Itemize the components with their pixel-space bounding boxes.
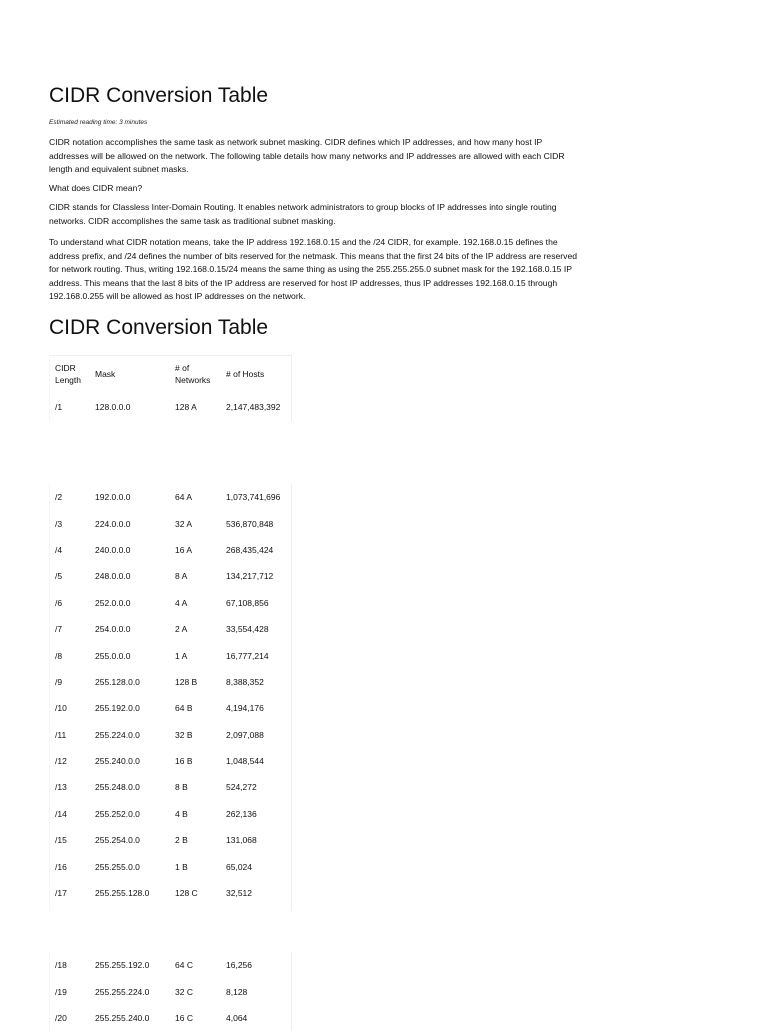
table-row [50,748,291,774]
table-gap [50,906,291,911]
cell-networks: 16 C [175,1012,193,1023]
cell-mask: 255.255.192.0 [95,960,150,971]
cell-hosts: 8,388,352 [226,676,264,687]
cell-hosts: 4,064 [226,1012,248,1023]
page-title: CIDR Conversion Table [49,84,269,107]
cell-mask: 255.255.240.0 [95,1012,150,1023]
cell-networks: 8 B [175,782,188,793]
cell-mask: 255.192.0.0 [95,703,140,714]
cell-cidr: /17 [55,888,67,899]
table-row [50,827,291,853]
cell-networks: 16 B [175,756,193,767]
cell-hosts: 2,097,088 [226,729,264,740]
cell-networks: 16 A [175,544,193,555]
cell-hosts: 131,068 [226,835,257,846]
cell-mask: 255.240.0.0 [95,756,140,767]
cell-cidr: /8 [55,650,63,661]
cell-cidr: /14 [55,808,67,819]
cell-mask: 254.0.0.0 [95,624,131,635]
cell-networks: 128 A [175,402,197,412]
table-row [50,853,291,879]
cell-hosts: 16,777,214 [226,650,269,661]
cidr-table-part-1 [49,355,292,422]
header-mask: Mask [95,369,116,379]
cell-mask: 255.0.0.0 [95,650,131,661]
cell-cidr: /10 [55,703,67,714]
cell-mask: 255.128.0.0 [95,676,140,687]
cell-hosts: 16,256 [226,960,252,971]
cell-cidr: /5 [55,571,63,582]
cell-hosts: 524,272 [226,782,257,793]
cell-networks: 1 B [175,861,188,872]
cell-networks: 1 A [175,650,188,661]
cidr-table-part-3 [49,952,292,1031]
header-hosts: # of Hosts [226,369,265,379]
cell-cidr: /15 [55,835,67,846]
cell-cidr: /4 [55,544,63,555]
cell-mask: 255.255.224.0 [95,986,150,997]
table-row [50,510,291,536]
table-row [50,952,291,978]
cell-mask: 192.0.0.0 [95,492,131,503]
cell-networks: 8 A [175,571,188,582]
cell-mask: 255.252.0.0 [95,808,140,819]
cell-hosts: 67,108,856 [226,597,269,608]
cell-cidr: /11 [55,729,67,740]
cell-cidr: /6 [55,597,63,608]
cell-networks: 32 B [175,729,193,740]
table-row [50,563,291,589]
cell-hosts: 32,512 [226,888,252,899]
cell-cidr: /18 [55,960,67,971]
cell-networks: 64 C [175,960,193,971]
table-row [50,978,291,1004]
table-row [50,880,291,906]
cell-networks: 32 C [175,986,193,997]
table-row [50,695,291,721]
cell-hosts: 262,136 [226,808,257,819]
table-row [50,669,291,695]
cell-mask: 255.255.128.0 [95,888,150,899]
cell-hosts: 536,870,848 [226,518,274,529]
header-cidr-length: CIDR Length [55,363,81,385]
cell-cidr: /20 [55,1012,67,1023]
cell-networks: 64 B [175,703,193,714]
cell-mask: 255.255.0.0 [95,861,140,872]
cell-networks: 2 B [175,835,188,846]
table-row [50,774,291,800]
reading-time: Estimated reading time: 3 minutes [49,119,148,126]
cell-mask: 255.224.0.0 [95,729,140,740]
cell-networks: 128 B [175,676,198,687]
question-paragraph: What does CIDR mean? [49,183,143,193]
table-row [50,801,291,827]
cell-cidr: /12 [55,756,67,767]
cell-networks: 32 A [175,518,193,529]
cell-networks: 4 A [175,597,188,608]
cell-cidr: /19 [55,986,67,997]
cell-mask: 248.0.0.0 [95,571,131,582]
table-row [50,392,291,422]
cell-hosts: 4,194,176 [226,703,264,714]
cell-mask: 252.0.0.0 [95,597,131,608]
cell-networks: 4 B [175,808,188,819]
cell-hosts: 65,024 [226,861,252,872]
table-row [50,616,291,642]
cell-cidr: /2 [55,492,63,503]
cell-cidr: /13 [55,782,67,793]
table-row [50,722,291,748]
table-header-row [50,355,291,392]
cell-cidr: /7 [55,624,63,635]
cell-hosts: 2,147,483,392 [226,402,281,412]
header-networks: # of Networks [175,363,211,385]
cell-mask: 224.0.0.0 [95,518,131,529]
cell-hosts: 134,217,712 [226,571,274,582]
definition-paragraph: CIDR stands for Classless Inter-Domain Routing. It enables network administrators to group blocks of IP addresses into single routing networks. CIDR accomplishes the same task as traditional subnet masking. [49,202,557,226]
table-row [50,537,291,563]
cell-cidr: /3 [55,518,63,529]
cell-hosts: 8,128 [226,986,248,997]
table-row [50,590,291,616]
cell-networks: 2 A [175,624,188,635]
cell-hosts: 268,435,424 [226,544,274,555]
table-row [50,1005,291,1031]
cell-hosts: 1,048,544 [226,756,264,767]
cell-mask: 255.248.0.0 [95,782,140,793]
cell-networks: 64 A [175,492,193,503]
cidr-table-part-2 [49,484,292,911]
cell-mask: 240.0.0.0 [95,544,131,555]
table-row [50,642,291,668]
cell-hosts: 33,554,428 [226,624,269,635]
cell-mask: 128.0.0.0 [95,402,131,412]
cell-cidr: /9 [55,676,63,687]
cell-cidr: /1 [55,402,63,412]
table-row [50,484,291,510]
example-paragraph: To understand what CIDR notation means, take the IP address 192.168.0.15 and the /24 CIDR, for example. 192.168.0.15 defines the address prefix, and /24 defines the number of bits reserved for the netmask. This means that the first 24 bits of the IP address are reserved for network routing. Thus, writing 192.168.0.15/24 means the same thing as using the 255.255.255.0 subnet mask for the 192.168.0.15 IP address. This means that the last 8 bits of the IP address are reserved for host IP addresses, thus IP addresses 192.168.0.15 through 192.168.0.255 will be allowed as host IP addresses on the network. [49,237,577,302]
cell-cidr: /16 [55,861,67,872]
intro-paragraph: CIDR notation accomplishes the same task as network subnet masking. CIDR defines which IP addresses, and how many host IP addresses will be allowed on the network. The following table details how many networks and IP addresses are allowed with each CIDR length and equivalent subnet masks. [49,137,565,175]
cell-mask: 255.254.0.0 [95,835,140,846]
cell-networks: 128 C [175,888,198,899]
cell-hosts: 1,073,741,696 [226,492,281,503]
section-title: CIDR Conversion Table [49,316,269,339]
